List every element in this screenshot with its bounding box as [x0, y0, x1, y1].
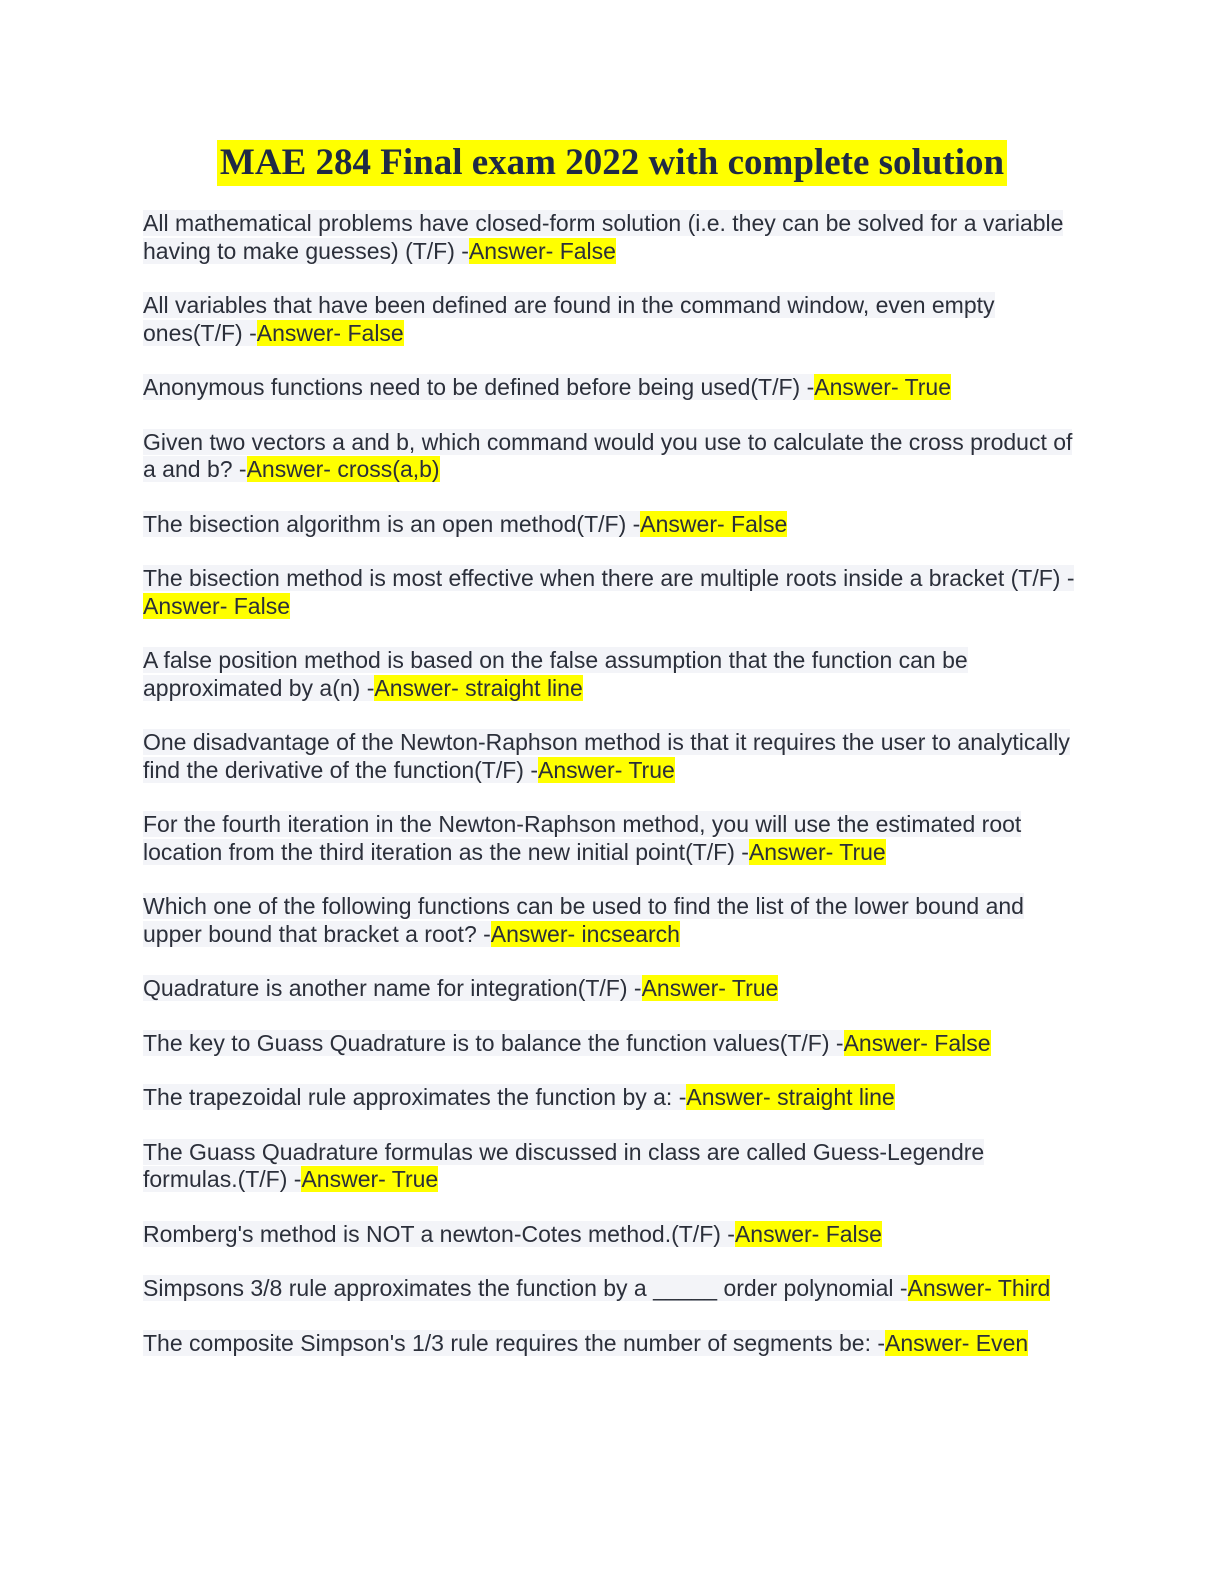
qa-item [143, 647, 1083, 702]
document-title: MAE 284 Final exam 2022 with complete solution [217, 140, 1007, 186]
qa-item [143, 893, 1083, 948]
qa-item [143, 374, 1083, 402]
answer-text: Answer- straight line [374, 674, 583, 701]
qa-item [143, 210, 1083, 265]
answer-text: Answer- False [734, 1220, 882, 1247]
qa-item [143, 1275, 1083, 1303]
qa-item [143, 429, 1083, 484]
question-text: The composite Simpson's 1/3 rule requires the number of segments be: - [143, 1329, 886, 1356]
qa-item [143, 1030, 1083, 1058]
qa-item [143, 565, 1083, 620]
question-text: Quadrature is another name for integration(T/F) - [143, 975, 642, 1001]
qa-item [143, 811, 1083, 866]
qa-item [143, 1084, 1083, 1112]
answer-text: Answer- False [640, 510, 788, 537]
question-text: The Guass Quadrature formulas we discussed in class are called Guess-Legendre formulas.(T/F) - [143, 1138, 985, 1192]
question-text: Given two vectors a and b, which command would you use to calculate the cross product of a and b? - [143, 428, 1073, 482]
answer-text: Answer- True [538, 756, 675, 783]
answer-text: Answer- incsearch [490, 920, 680, 947]
qa-item [143, 975, 1083, 1003]
question-text: Romberg's method is NOT a newton-Cotes method.(T/F) - [143, 1220, 735, 1247]
question-text: One disadvantage of the Newton-Raphson method is that it requires the user to analytically find the derivative of the function(T/F) - [143, 729, 1070, 783]
qa-item [143, 729, 1083, 784]
answer-text: Answer- True [748, 838, 886, 865]
qa-item [143, 1139, 1083, 1194]
qa-item [143, 511, 1083, 539]
question-text: All mathematical problems have closed-form solution (i.e. they can be solved for a variable having to make guesses) (T/F) - [143, 210, 1064, 264]
question-text: Which one of the following functions can be used to find the list of the lower bound and upper bound that bracket a root? - [143, 893, 1024, 947]
answer-text: Answer- straight line [686, 1084, 895, 1110]
answer-text: Answer- False [143, 592, 290, 619]
question-text: A false position method is based on the false assumption that the function can be approximated by a(n) - [143, 647, 968, 701]
answer-text: Answer- True [301, 1166, 439, 1192]
qa-item [143, 1221, 1083, 1249]
answer-text: Answer- True [641, 975, 779, 1001]
question-text: All variables that have been defined are found in the command window, even empty ones(T/F) - [143, 292, 995, 346]
question-text: The bisection algorithm is an open method(T/F) - [143, 510, 641, 537]
qa-item [143, 292, 1083, 347]
question-text: The key to Guass Quadrature is to balance the function values(T/F) - [143, 1029, 844, 1056]
question-text: For the fourth iteration in the Newton-Raphson method, you will use the estimated root location from the third iteration as the new initial point(T/F) - [143, 811, 1022, 865]
qa-item [143, 1330, 1083, 1358]
question-text: The trapezoidal rule approximates the function by a: - [143, 1084, 687, 1110]
answer-text: Answer- Even [885, 1329, 1029, 1356]
qa-list [143, 210, 1083, 1384]
question-text: Simpsons 3/8 rule approximates the function by a _____ order polynomial - [143, 1275, 908, 1301]
answer-text: Answer- cross(a,b) [246, 456, 440, 482]
answer-text: Answer- Third [907, 1275, 1051, 1301]
answer-text: Answer- False [256, 319, 404, 346]
title-container [0, 140, 1224, 186]
question-text: Anonymous functions need to be defined before being used(T/F) - [143, 374, 815, 400]
answer-text: Answer- False [843, 1029, 991, 1056]
answer-text: Answer- False [468, 237, 616, 264]
question-text: The bisection method is most effective when there are multiple roots inside a bracket (T/F) - [143, 565, 1075, 591]
answer-text: Answer- True [814, 374, 952, 400]
